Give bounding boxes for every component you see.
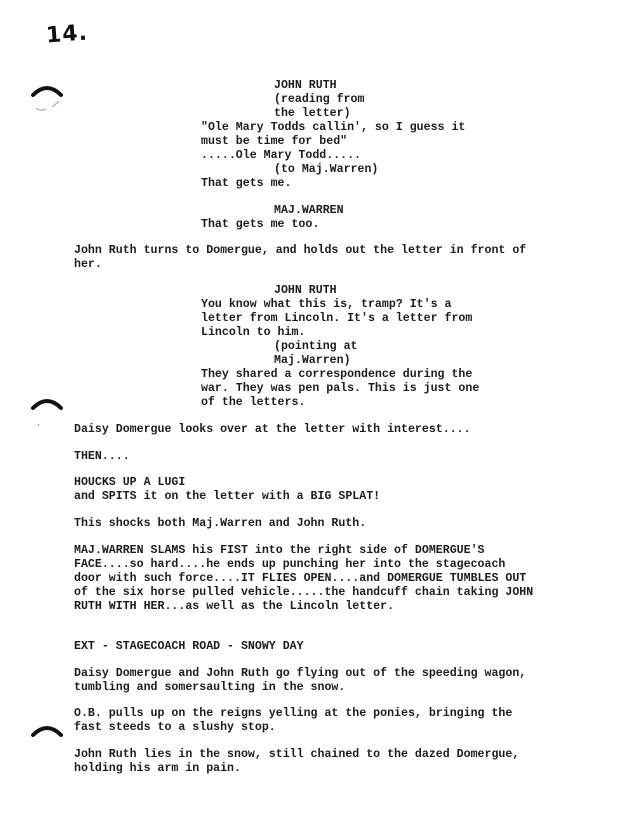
dialogue-line: letter from Lincoln. It's a letter from xyxy=(201,312,473,325)
action-line: Daisy Domergue and John Ruth go flying out of the speeding wagon, xyxy=(74,667,527,680)
dialogue-line: That gets me. xyxy=(201,177,292,190)
dialogue-line: of the letters. xyxy=(201,396,306,409)
dialogue-line: Lincoln to him. xyxy=(201,326,306,339)
action-line: This shocks both Maj.Warren and John Ruth. xyxy=(74,517,367,530)
dialogue-line: They shared a correspondence during the xyxy=(201,368,473,381)
action-line: John Ruth turns to Domergue, and holds out the letter in front of xyxy=(74,244,527,257)
action-line: O.B. pulls up on the reigns yelling at the ponies, bringing the xyxy=(74,707,513,720)
hole-punch-mark-1 xyxy=(30,80,64,116)
parenthetical: the letter) xyxy=(274,107,351,120)
parenthetical: (to Maj.Warren) xyxy=(274,163,379,176)
dialogue-line: "Ole Mary Todds callin', so I guess it xyxy=(201,121,466,134)
action-line: John Ruth lies in the snow, still chained to the dazed Domergue, xyxy=(74,748,520,761)
hole-punch-mark-2 xyxy=(30,393,64,429)
action-line: of the six horse pulled vehicle.....the handcuff chain taking JOHN xyxy=(74,586,534,599)
action-line: holding his arm in pain. xyxy=(74,762,241,775)
character-cue: MAJ.WARREN xyxy=(274,204,344,217)
action-line: HOUCKS UP A LUGI xyxy=(74,476,186,489)
action-line: tumbling and somersaulting in the snow. xyxy=(74,681,346,694)
action-line: RUTH WITH HER...as well as the Lincoln letter. xyxy=(74,600,395,613)
dialogue-line: war. They was pen pals. This is just one xyxy=(201,382,480,395)
hole-punch-mark-3 xyxy=(30,720,64,750)
action-line: fast steeds to a slushy stop. xyxy=(74,721,276,734)
action-line: MAJ.WARREN SLAMS his FIST into the right side of DOMERGUE'S xyxy=(74,544,485,557)
scene-heading: EXT - STAGECOACH ROAD - SNOWY DAY xyxy=(74,640,304,653)
action-line: door with such force....IT FLIES OPEN....and DOMERGUE TUMBLES OUT xyxy=(74,572,527,585)
dialogue-line: .....Ole Mary Todd..... xyxy=(201,149,362,162)
action-line: FACE....so hard....he ends up punching her into the stagecoach xyxy=(74,558,506,571)
parenthetical: (pointing at xyxy=(274,340,358,353)
action-line: Daisy Domergue looks over at the letter with interest.... xyxy=(74,423,471,436)
parenthetical: (reading from xyxy=(274,93,365,106)
page-number: 14. xyxy=(45,20,89,49)
parenthetical: Maj.Warren) xyxy=(274,354,351,367)
action-line: her. xyxy=(74,258,102,271)
character-cue: JOHN RUTH xyxy=(274,284,337,297)
dialogue-line: must be time for bed" xyxy=(201,135,348,148)
action-line: and SPITS it on the letter with a BIG SPLAT! xyxy=(74,490,381,503)
character-cue: JOHN RUTH xyxy=(274,79,337,92)
action-line: THEN.... xyxy=(74,450,130,463)
dialogue-line: You know what this is, tramp? It's a xyxy=(201,298,452,311)
dialogue-line: That gets me too. xyxy=(201,218,320,231)
